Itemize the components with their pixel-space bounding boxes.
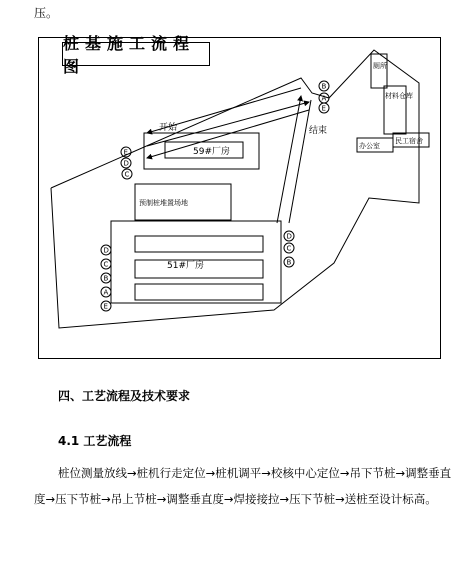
axis-marker-label: C xyxy=(103,260,109,269)
axis-marker-label: D xyxy=(286,232,292,241)
axis-marker-label: A xyxy=(103,288,109,297)
flow-arrow xyxy=(289,100,311,223)
label-precast-yard: 预制桩堆置场地 xyxy=(139,199,188,207)
diagram-title: 桩基施工流程图 xyxy=(62,42,210,66)
axis-marker-label: A xyxy=(321,94,327,103)
axis-marker-label: B xyxy=(321,82,327,91)
pile-construction-flow-diagram xyxy=(38,34,441,359)
diagram-drawing xyxy=(39,38,442,360)
label-worker-hut: 民工宿舍 xyxy=(395,137,423,145)
label-building-51: 51#厂房 xyxy=(167,261,204,271)
section-heading: 四、工艺流程及技术要求 xyxy=(58,389,191,403)
axis-marker-label: B xyxy=(103,274,109,283)
axis-marker-label: C xyxy=(286,244,292,253)
building-51-lane-3 xyxy=(135,284,263,300)
axis-marker-label: E xyxy=(123,148,128,157)
axis-marker-label: C xyxy=(124,170,130,179)
top-text-fragment: 压。 xyxy=(34,6,59,20)
process-text: 桩位测量放线→桩机行走定位→桩机调平→校核中心定位→吊下节桩→调整垂直度→压下节桩→吊上节桩→调整垂直度→焊接接拉→压下节桩→送桩至设计标高。 xyxy=(34,466,452,506)
axis-marker-label: B xyxy=(286,258,292,267)
axis-marker-label: D xyxy=(123,159,129,168)
label-start: 开始 xyxy=(159,123,178,133)
axis-marker-label: D xyxy=(103,246,109,255)
label-building-59: 59#厂房 xyxy=(193,147,230,157)
label-end: 结束 xyxy=(309,126,328,136)
toilet-box xyxy=(371,54,387,88)
label-toilet: 厕所 xyxy=(373,62,387,70)
axis-marker-label: E xyxy=(321,104,326,113)
building-51-lane-1 xyxy=(135,236,263,252)
site-boundary xyxy=(51,50,419,328)
sub-heading: 4.1 工艺流程 xyxy=(58,434,132,448)
axis-marker-label: E xyxy=(103,302,108,311)
label-storehouse: 材料仓库 xyxy=(385,92,413,100)
process-paragraph xyxy=(34,460,458,512)
flow-arrow xyxy=(277,96,301,223)
label-office: 办公室 xyxy=(359,142,380,150)
